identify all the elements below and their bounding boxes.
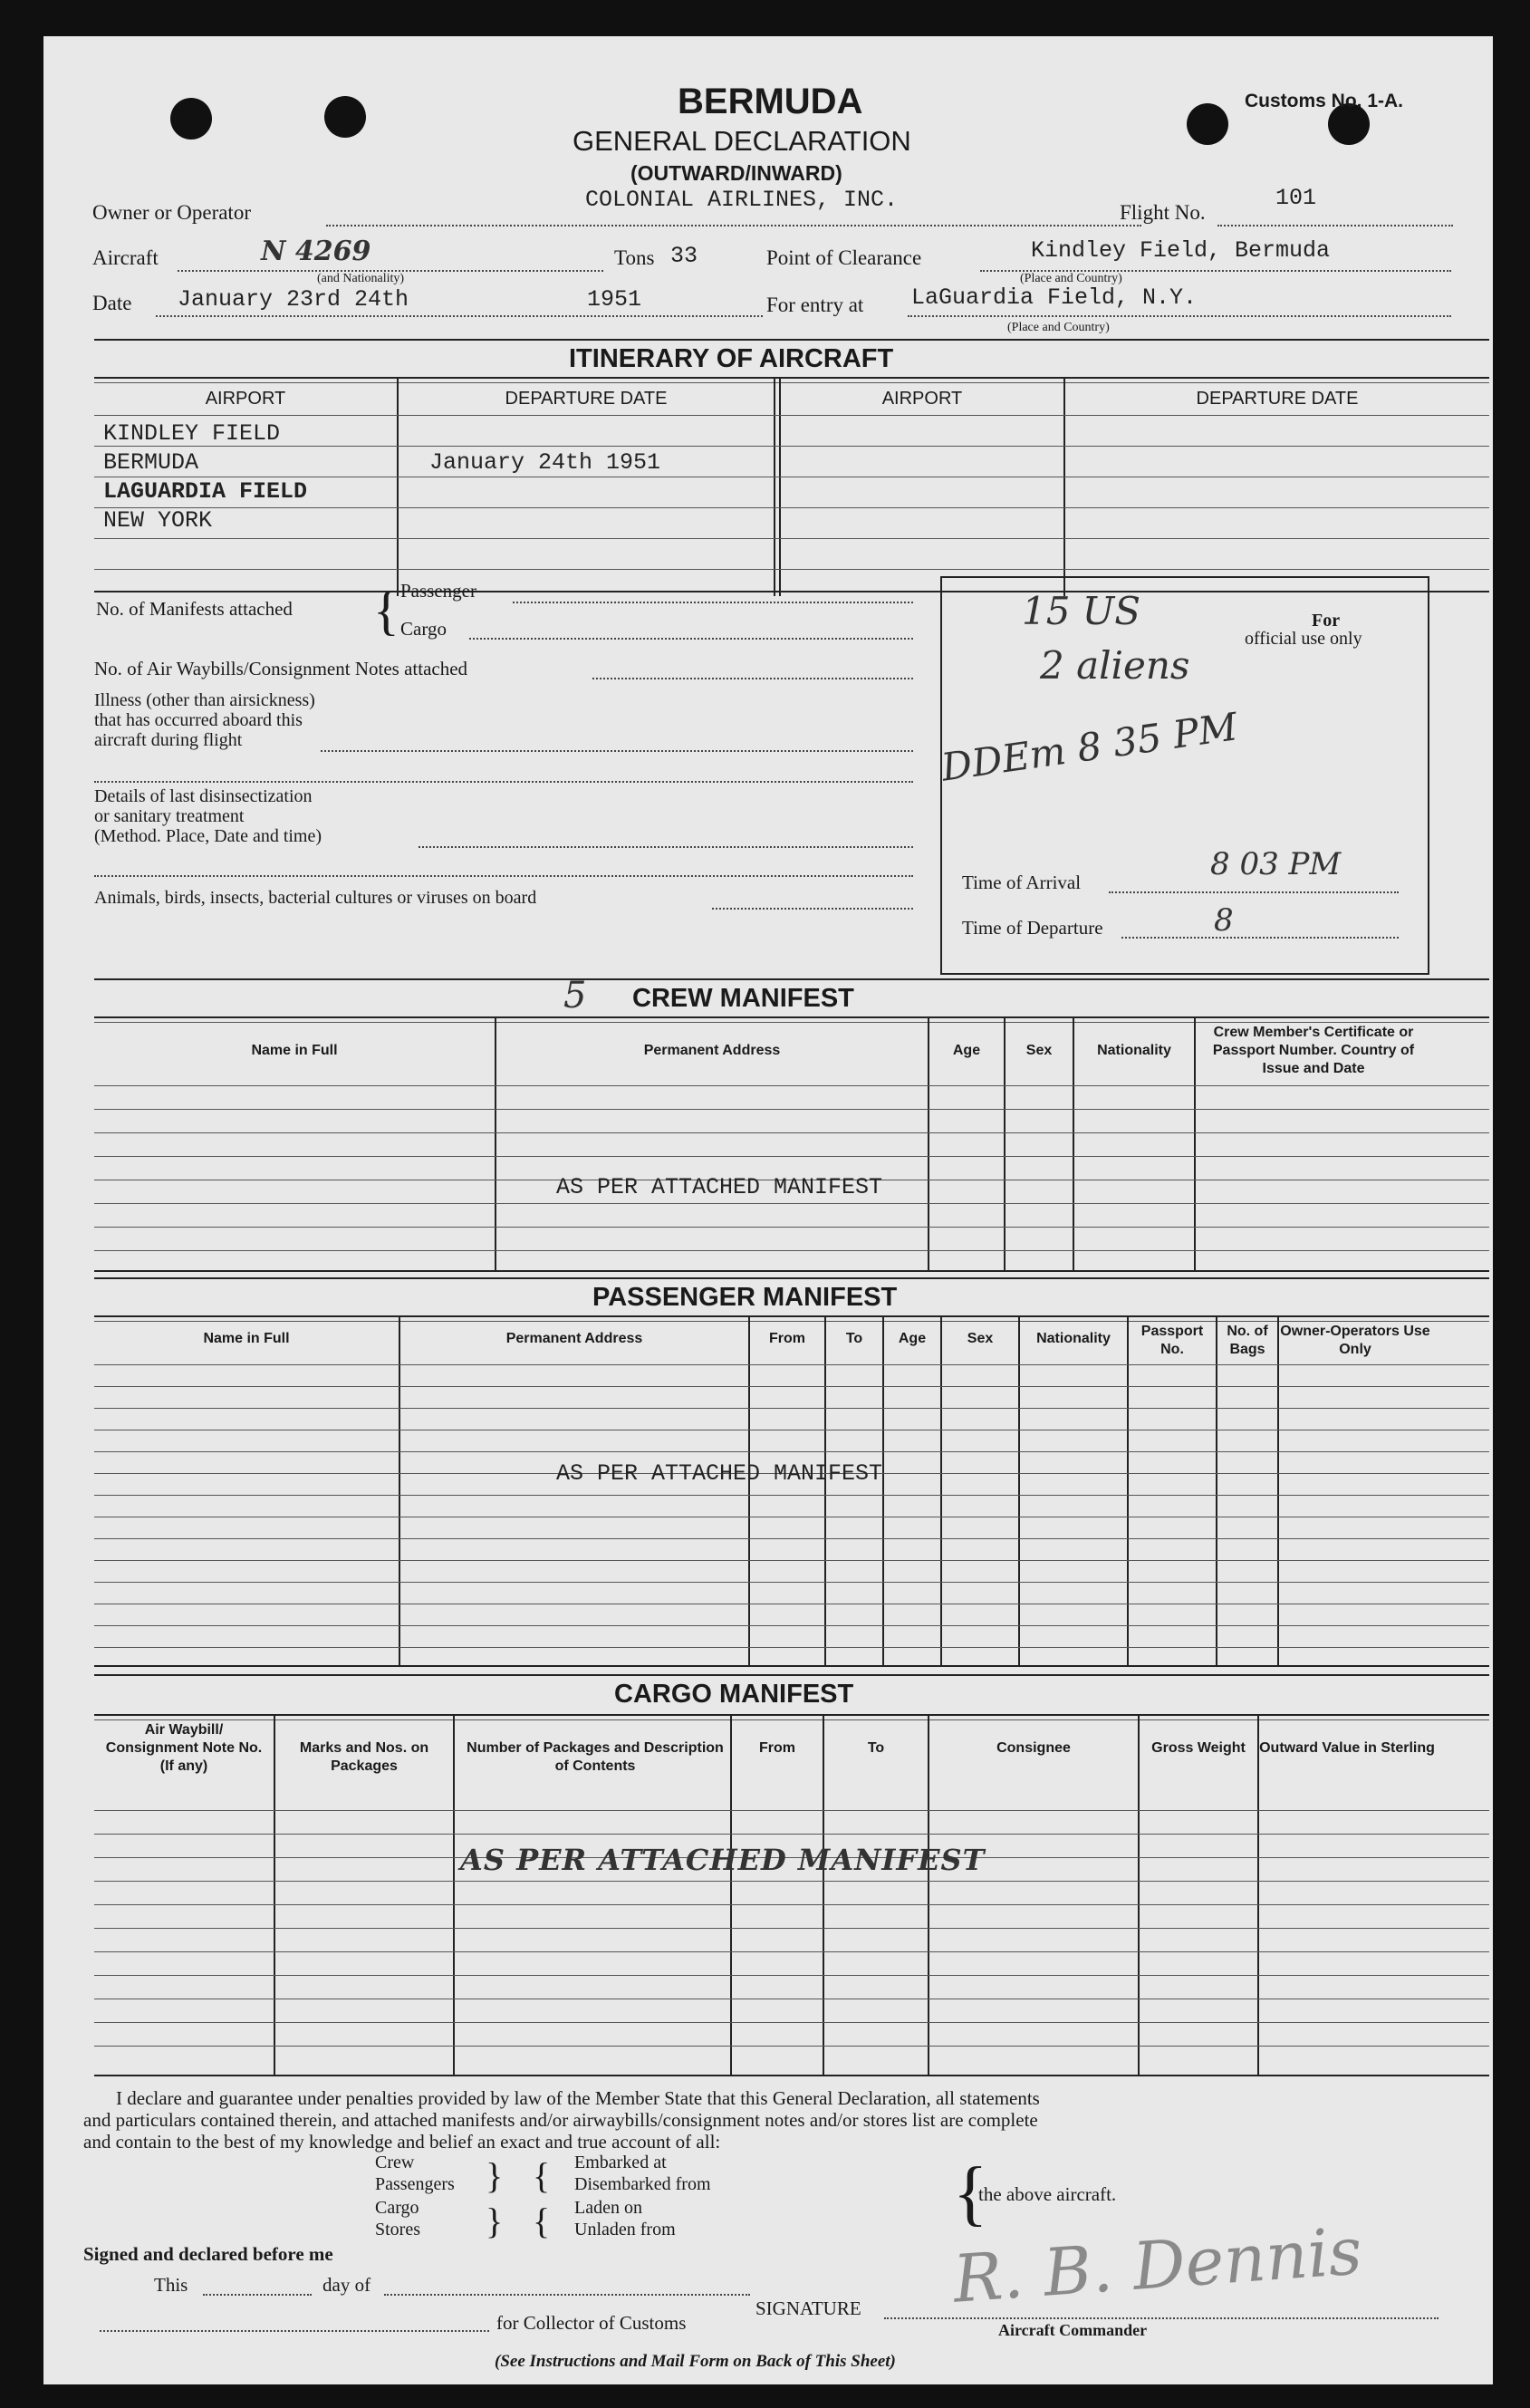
cargo-col-value: Outward Value in Sterling [1259, 1740, 1435, 1756]
year-value: 1951 [587, 286, 642, 313]
cargo-label: Cargo [400, 618, 447, 640]
crew-col-age: Age [952, 1043, 981, 1058]
manifests-brace: { [373, 581, 399, 641]
itinerary-col-airport-1: AIRPORT [205, 389, 286, 409]
cargo-title: CARGO MANIFEST [614, 1680, 854, 1709]
tons-value: 33 [670, 243, 698, 269]
declaration-form [43, 36, 1493, 2384]
waybills-label: No. of Air Waybills/Consignment Notes attached [94, 658, 468, 679]
disinsect-line-1: Details of last disinsectization [94, 786, 313, 806]
itinerary-title: ITINERARY OF AIRCRAFT [569, 344, 894, 373]
signature-label: SIGNATURE [755, 2297, 861, 2319]
passenger-col-nationality: Nationality [1036, 1331, 1111, 1346]
decl-passengers: Passengers [375, 2174, 455, 2194]
cargo-col-packages: Number of Packages and Description of Contents [467, 1740, 724, 1774]
official-label-1: For [1312, 611, 1341, 631]
footer-instructions: (See Instructions and Mail Form on Back of This Sheet) [495, 2352, 896, 2371]
itinerary-row-3-airport: LAGUARDIA FIELD [103, 478, 308, 505]
punch-hole-right-1 [1187, 103, 1228, 145]
decl-brace-4: { [533, 2201, 551, 2241]
passenger-col-name: Name in Full [203, 1331, 290, 1346]
decl-brace-2: { [533, 2155, 551, 2196]
passenger-col-sex: Sex [967, 1331, 994, 1346]
arrival-label: Time of Arrival [962, 872, 1082, 893]
official-note-3: DDEm 8 35 PM [938, 704, 1241, 790]
disinsect-line-3: (Method. Place, Date and time) [94, 826, 322, 846]
entry-label: For entry at [766, 294, 864, 316]
itinerary-row-1-airport: KINDLEY FIELD [103, 420, 281, 447]
passenger-col-owner-use: Owner-Operators Use Only [1280, 1324, 1430, 1357]
owner-value: COLONIAL AIRLINES, INC. [585, 187, 899, 213]
decl-brace-3: } [486, 2201, 504, 2241]
passenger-col-to: To [845, 1331, 863, 1346]
manifests-label: No. of Manifests attached [96, 598, 293, 620]
clearance-value: Kindley Field, Bermuda [1031, 237, 1331, 264]
date-value: January 23rd 24th [178, 286, 409, 313]
crew-note: AS PER ATTACHED MANIFEST [556, 1174, 883, 1200]
passenger-label: Passenger [400, 580, 476, 602]
declaration-text-1: I declare and guarantee under penalties provided by law of the Member State that this General Declaration, all statements [116, 2087, 1040, 2109]
decl-crew: Crew [375, 2153, 415, 2172]
itinerary-row-2-date: January 24th 1951 [429, 449, 661, 476]
passenger-note: AS PER ATTACHED MANIFEST [556, 1460, 883, 1487]
decl-laden: Laden on [574, 2198, 642, 2218]
declaration-text-2: and particulars contained therein, and attached manifests and/or airwaybills/consignment notes and/or stores list are complete [83, 2109, 1038, 2131]
form-country: BERMUDA [678, 82, 863, 121]
passenger-col-age: Age [898, 1331, 927, 1346]
decl-brace-5: { [953, 2153, 988, 2233]
decl-unladen: Unladen from [574, 2220, 676, 2239]
collector-label: for Collector of Customs [496, 2312, 687, 2334]
form-number: Customs No. 1-A. [1245, 91, 1404, 111]
passenger-col-from: From [769, 1331, 805, 1346]
decl-above-aircraft: the above aircraft. [978, 2183, 1117, 2205]
cargo-col-from: From [759, 1740, 795, 1756]
itinerary-col-airport-2: AIRPORT [881, 389, 963, 409]
tons-label: Tons [614, 246, 655, 269]
passenger-col-address: Permanent Address [505, 1331, 643, 1346]
crew-col-name: Name in Full [251, 1043, 338, 1058]
commander-signature: R. B. Dennis [950, 2212, 1365, 2317]
cargo-col-consignee: Consignee [996, 1740, 1071, 1756]
crew-col-address: Permanent Address [643, 1043, 781, 1058]
crew-count-mark: 5 [563, 975, 587, 1016]
disinsect-line-2: or sanitary treatment [94, 806, 245, 826]
entry-note: (Place and Country) [1007, 321, 1110, 334]
clearance-label: Point of Clearance [766, 246, 922, 269]
aircraft-value: N 4269 [261, 236, 371, 267]
cargo-col-waybill: Air Waybill/ Consignment Note No. (If any) [105, 1722, 263, 1774]
departure-value: 8 [1214, 902, 1234, 939]
itinerary-col-date-1: DEPARTURE DATE [505, 389, 668, 409]
decl-stores: Stores [375, 2220, 420, 2239]
flight-value: 101 [1275, 185, 1317, 211]
crew-title: CREW MANIFEST [632, 984, 854, 1013]
official-label-2: official use only [1245, 629, 1362, 649]
itinerary-col-date-2: DEPARTURE DATE [1196, 389, 1359, 409]
owner-label: Owner or Operator [92, 201, 251, 224]
animals-label: Animals, birds, insects, bacterial cultures or viruses on board [94, 888, 537, 908]
crew-col-sex: Sex [1025, 1043, 1053, 1058]
day-of-label: day of [322, 2274, 371, 2296]
punch-hole-left-2 [324, 96, 366, 138]
crew-col-certificate: Crew Member's Certificate or Passport Number. Country of Issue and Date [1212, 1025, 1415, 1076]
decl-brace-1: } [486, 2155, 504, 2196]
decl-cargo: Cargo [375, 2198, 419, 2218]
aircraft-note: (and Nationality) [317, 272, 405, 285]
signed-before: Signed and declared before me [83, 2243, 333, 2265]
entry-value: LaGuardia Field, N.Y. [911, 284, 1198, 311]
flight-label: Flight No. [1120, 201, 1206, 224]
illness-line-1: Illness (other than airsickness) [94, 690, 315, 710]
arrival-value: 8 03 PM [1210, 846, 1342, 882]
illness-line-2: that has occurred aboard this [94, 710, 303, 730]
form-title: GENERAL DECLARATION [573, 125, 911, 157]
itinerary-row-4-airport: NEW YORK [103, 507, 213, 534]
passenger-col-passport: Passport No. [1140, 1324, 1204, 1357]
this-label: This [154, 2274, 188, 2296]
illness-line-3: aircraft during flight [94, 730, 243, 750]
date-label: Date [92, 292, 132, 314]
passenger-col-bags: No. of Bags [1227, 1324, 1268, 1357]
aircraft-label: Aircraft [92, 246, 159, 269]
punch-hole-left-1 [170, 98, 212, 140]
crew-col-nationality: Nationality [1097, 1043, 1171, 1058]
clearance-note: (Place and Country) [1020, 272, 1122, 285]
decl-disembarked: Disembarked from [574, 2174, 711, 2194]
official-note-1: 15 US [1022, 589, 1140, 633]
form-subtitle: (OUTWARD/INWARD) [630, 161, 842, 185]
itinerary-row-2-airport: BERMUDA [103, 449, 199, 476]
commander-label: Aircraft Commander [998, 2321, 1148, 2339]
departure-label: Time of Departure [962, 917, 1103, 939]
cargo-col-marks: Marks and Nos. on Packages [299, 1740, 429, 1774]
official-note-2: 2 aliens [1040, 643, 1190, 688]
decl-embarked: Embarked at [574, 2153, 667, 2172]
cargo-col-to: To [867, 1740, 885, 1756]
passenger-title: PASSENGER MANIFEST [592, 1283, 898, 1312]
declaration-text-3: and contain to the best of my knowledge and belief an exact and true account of all: [83, 2131, 721, 2153]
cargo-col-weight: Gross Weight [1151, 1740, 1246, 1756]
cargo-note: AS PER ATTACHED MANIFEST [460, 1843, 986, 1877]
